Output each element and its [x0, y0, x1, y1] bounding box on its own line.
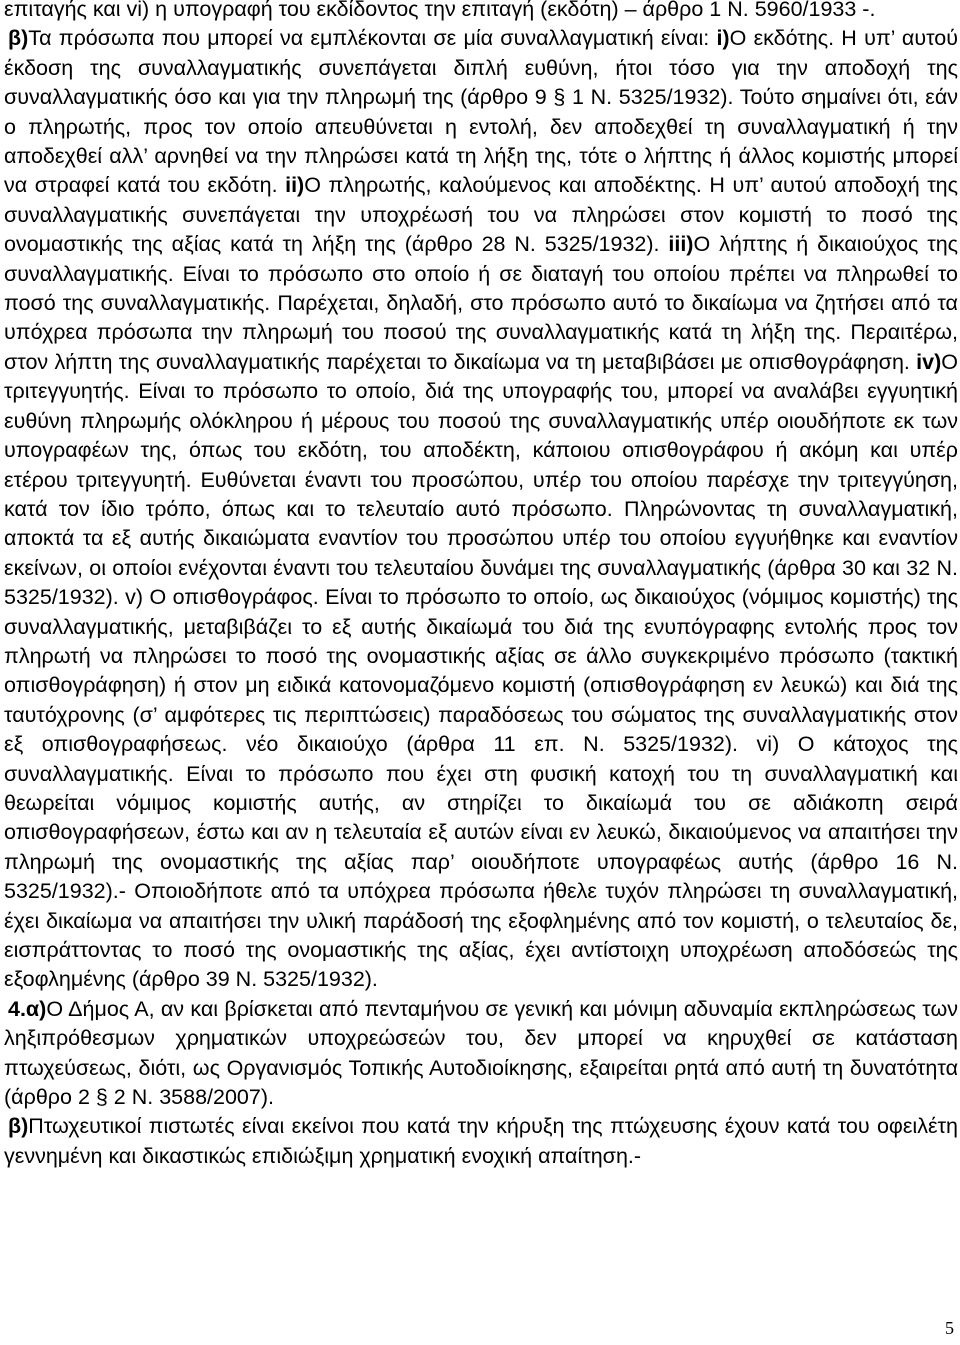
bold-run: iv) [916, 349, 942, 374]
paragraph [4, 1112, 958, 1171]
text-run: Ο λήπτης ή δικαιούχος της συναλλαγματικής. Είναι το πρόσωπο στο οποίο ή σε διαταγή του οποίου πρέπει να πληρωθεί το ποσό της συναλλαγματικής. Παρέχεται, δηλαδή, στο πρόσωπο αυτό το δικαίωμα να ζητήσει από τα υπόχρεα πρόσωπα την πληρωμή του ποσού της συναλλαγματικής κατά τη λήξη της. Περαιτέρω, στον λήπτη της συναλλαγματικής παρέχεται το δικαίωμα να τη μεταβιβάσει με οπισθογράφηση. [4, 232, 959, 374]
text-run: επιταγής και vi) η υπογραφή του εκδίδοντος την επιταγή (εκδότη) – άρθρο 1 Ν. 5960/1933 -. [4, 0, 876, 21]
bold-run: i) [716, 26, 730, 51]
bold-run: β) [8, 26, 29, 51]
bold-run: β) [8, 1114, 29, 1139]
text-run: Ο Δήμος Α, αν και βρίσκεται από πενταμήνου σε γενική και μόνιμη αδυναμία εκπληρώσεως των ληξιπρόθεσμων χρηματικών υποχρεώσεών του, δεν μπορεί να κηρυχθεί σε κατάσταση πτωχεύσεως, διότι, ως Οργανισμός Τοπικής Αυτοδιοίκησης, εξαιρείται ρητά από αυτή τη δυνατότητα (άρθρο 2 § 2 Ν. 3588/2007). [4, 996, 958, 1110]
text-run: Πτωχευτικοί πιστωτές είναι εκείνοι που κατά την κήρυξη της πτώχευσης έχουν κατά του οφειλέτη γεννημένη και δικαστικώς επιδιώξιμη χρηματική ενοχική απαίτηση.- [4, 1114, 958, 1168]
bold-run: 4.α) [8, 996, 47, 1021]
text-run: Ο εκδότης. Η υπ’ αυτού έκδοση της συναλλαγματικής συνεπάγεται διπλή ευθύνη, ήτοι τόσο για την αποδοχή της συναλλαγματικής όσο και για την πληρωμή της (άρθρο 9 § 1 Ν. 5325/1932). Τούτο σημαίνει ότι, εάν ο πληρωτής, προς τον οποίο απευθύνεται η εντολή, δεν αποδεχθεί τη συναλλαγματική ή την αποδεχθεί αλλ’ αρνηθεί να την πληρώσει κατά τη λήξη της, τότε ο λήπτης ή άλλος κομιστής μπορεί να στραφεί κατά του εκδότη. [4, 26, 958, 198]
bold-run: ii) [285, 173, 305, 198]
paragraph [4, 24, 958, 994]
bold-run: iii) [668, 232, 694, 257]
text-run: Ο τριτεγγυητής. Είναι το πρόσωπο το οποίο, διά της υπογραφής του, μπορεί να αναλάβει εγγυητική ευθύνη πληρωμής ολόκληρου ή μέρους του ποσού της συναλλαγματικής υπέρ οιουδήποτε εκ των υπογραφέων της, όπως του εκδότη, του αποδέκτη, κάποιου οπισθογράφου ή ακόμη και υπέρ ετέρου τριτεγγυητή. Ευθύνεται έναντι του προσώπου, υπέρ του οποίου παρέσχε την τριτεγγύηση, κατά τον ίδιο τρόπο, όπως και το τελευταίο αυτό πρόσωπο. Πληρώνοντας τη συναλλαγματική, αποκτά τα εξ αυτής δικαιώματα εναντίον του προσώπου υπέρ του οποίου εγγυήθηκε και εναντίον εκείνων, οι οποίοι ενέχονται έναντι του τελευταίου δυνάμει της συναλλαγματικής (άρθρα 30 και 32 Ν. 5325/1932). v) Ο οπισθογράφος. Είναι το πρόσωπο το οποίο, ως δικαιούχος (νόμιμος κομιστής) της συναλλαγματικής, μεταβιβάζει το εξ αυτής δικαίωμά του διά της ενυπόγραφης εντολής προς τον πληρωτή να πληρώσει το ποσό της ονομαστικής αξίας σε άλλο συγκεκριμένο πρόσωπο (τακτική οπισθογράφηση) ή στον μη ειδικά κατονομαζόμενο κομιστή (οπισθογράφηση εν λευκώ) και διά της ταυτόχρονης (σ’ αμφότερες τις περιπτώσεις) παραδόσεως του σώματος της συναλλαγματικής στον εξ οπισθογραφήσεως. νέο δικαιούχο (άρθρα 11 επ. Ν. 5325/1932). vi) Ο κάτοχος της συναλλαγματικής. Είναι το πρόσωπο που έχει στη φυσική κατοχή του τη συναλλαγματική και θεωρείται νόμιμος κομιστής αυτής, αν στηρίζει το δικαίωμά του σε αδιάκοπη σειρά οπισθογραφήσεων, έστω και αν η τελευταία εξ αυτών είναι εν λευκώ, δικαιούμενος να απαιτήσει την πληρωμή της ονομαστικής της αξίας παρ’ οιουδήποτε υπογραφέως αυτής (άρθρο 16 Ν. 5325/1932).- Οποιοδήποτε από τα υπόχρεα πρόσωπα ήθελε τυχόν πληρώσει τη συναλλαγματική, έχει δικαίωμα να απαιτήσει την υλική παράδοσή της εξοφλημένης από τον κομιστή, ο τελευταίος δε, εισπράττοντας το ποσό της ονομαστικής της αξίας, έχει αντίστοιχη υποχρέωση αποδόσεώς της εξοφλημένης (άρθρο 39 Ν. 5325/1932). [4, 349, 958, 992]
paragraph [4, 0, 958, 24]
page-number: 5 [945, 1318, 954, 1338]
paragraph [4, 995, 958, 1113]
document-body [4, 0, 958, 1171]
text-run: Ο πληρωτής, καλούμενος και αποδέκτης. Η υπ’ αυτού αποδοχή της συναλλαγματικής συνεπάγεται την υποχρέωσή του να πληρώσει στον κομιστή το ποσό της ονομαστικής της αξίας κατά τη λήξη της (άρθρο 28 Ν. 5325/1932). [4, 173, 958, 257]
text-run: Τα πρόσωπα που μπορεί να εμπλέκονται σε μία συναλλαγματική είναι: [28, 26, 717, 51]
